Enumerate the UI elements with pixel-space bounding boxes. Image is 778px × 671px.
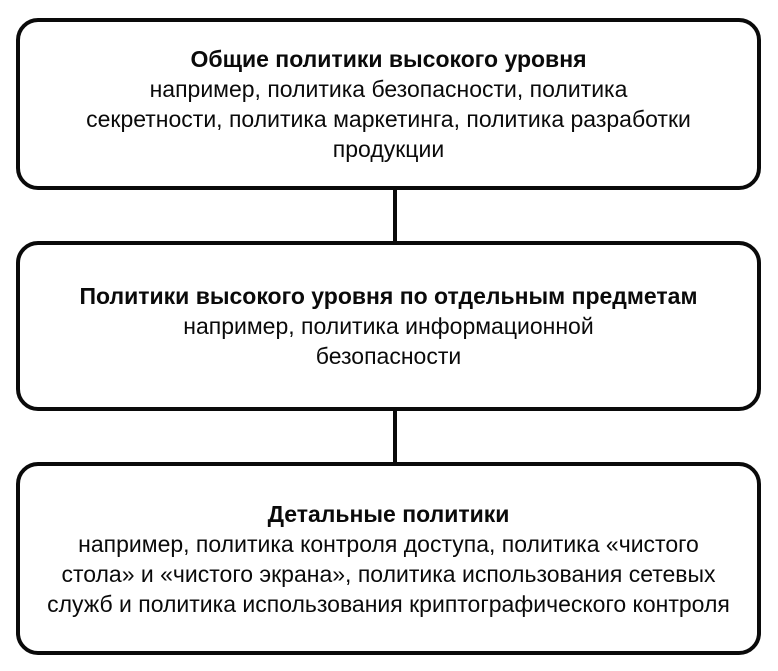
level-description: например, политика контроля доступа, политика «чистого стола» и «чистого экрана», политика использования сетевых служб и политика использования криптографического контроля bbox=[47, 530, 730, 617]
level-box-detailed-policies bbox=[16, 462, 761, 655]
connector-line bbox=[393, 190, 397, 241]
level-title: Политики высокого уровня по отдельным предметам bbox=[79, 283, 698, 309]
level-title: Детальные политики bbox=[267, 500, 510, 527]
level-box-general-policies bbox=[16, 18, 761, 190]
level-description: например, политика безопасности, политика секретности, политика маркетинга, политика разработки продукции bbox=[86, 76, 691, 162]
level-description: например, политика информационной безопасности bbox=[183, 313, 594, 369]
level-box-subject-policies bbox=[16, 241, 761, 411]
level-title: Общие политики высокого уровня bbox=[190, 46, 587, 72]
connector-line bbox=[393, 411, 397, 462]
